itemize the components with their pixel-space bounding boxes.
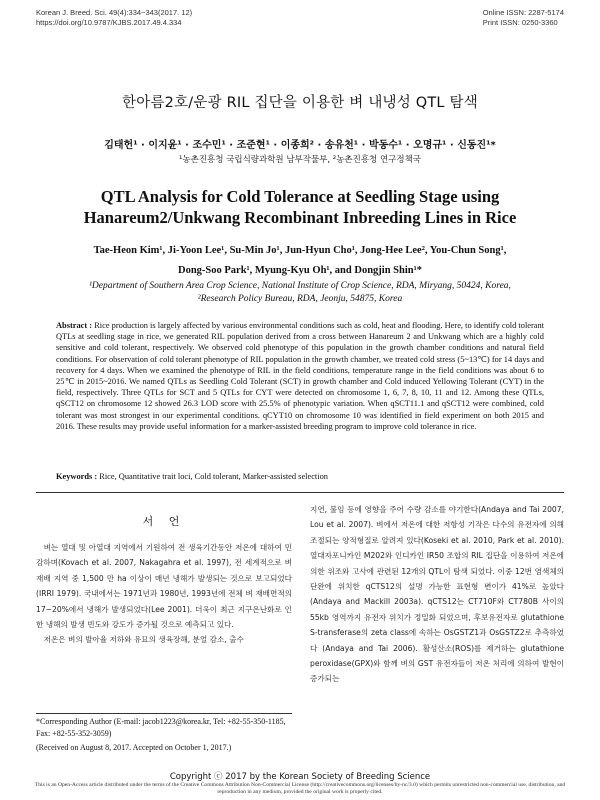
left-paragraph-2: 저온은 벼의 발아율 저하와 유묘의 생육장해, 분얼 감소, 출수: [43, 635, 244, 645]
journal-citation: Korean J. Breed. Sci. 49(4):334~343(2017. 12): [36, 8, 193, 17]
english-authors: [50, 241, 550, 281]
copyright-notice: Copyright ⓒ 2017 by the Korean Society of Breeding Science: [169, 772, 431, 782]
left-column: [36, 540, 292, 648]
doi-link[interactable]: https://doi.org/10.9787/KJBS.2017.49.4.334: [36, 18, 182, 27]
print-issn: Print ISSN: 0250-3360: [482, 18, 558, 27]
footnote-divider: [36, 713, 292, 714]
right-paragraph-1: 지연, 불임 등에 영향을 주어 수량 감소를 야기한다(Andaya and Tai 2007, Lou et al. 2007). 벼에서 저온에 대한 저항성 기작은 다수의 유전자에 의해 조절되는 양적형질로 알려져 있다(Koseki et al. 2010, Park et al. 2010). 열대자포니카인 M202와 인디카인 IR50 조합의 RIL 집단을 이용하여 저온에 의한 위조와 고사에 관련된 12개의 QTL이 탐색 되었다. 이중 12번 염색체의 단완에 위치한 qCTS12의 설명 가능한 표현형 변이가 41%로 높았다(Andaya and Mackill 2003a). qCTS12는 CT710F와 CT780B 사이의 55kb 영역까지 유전자 위치가 정밀화 되었으며, 후보유전자로 glutathione S-transferase의 zeta class에 속하는 OsGSTZ1과 OsGSTZ2로 추측하였다 (Andaya and Tai 2006). 활성산소(ROS)를 제거하는 glutathione peroxidase(GPX)와 함께 벼의 GST 유전자들이 저온 처리에 의하여 발현이 증가되는: [310, 505, 564, 684]
journal-header-right: [483, 8, 564, 28]
english-authors-line2: Dong-Soo Park¹, Myung-Kyu Oh¹, and Dongjin Shin¹*: [177, 265, 422, 276]
keywords-text: Rice, Quantitative trait loci, Cold tolerant, Marker-assisted selection: [99, 472, 328, 481]
abstract-text: Rice production is largely affected by various environmental conditions such as cold, heat and flooding. Here, to identify cold tolerant QTLs at seedling stage in rice, we generated RIL population derived from a cross between Hanareum 2 and Unkwang which are a highly cold sensitive and cold tolerant, respectively. We observed cold phenotype of this population in the growth chamber conditions and natural field conditions. For observation of cold tolerant phenotype of RIL population in the growth chamber, we treated cold stress (5~13℃) for 14 days and recovery for 4 days. When we examined the phenotype of RIL in the field conditions, temperature range in the field conditions was about 6 to 25℃ in 2015~2016. We named QTLs as Seedling Cold Tolerant (SCT) in growth chamber and Cold induced Yellowing Tolerant (CYT) in the field, respectively. Three QTLs for SCT and 5 QTLs for CYT were detected on chromosome 1, 6, 7, 8, 10, 11 and 12. Among these QTLs, qSCT12 on chromosome 12 showed 26.3 LOD score with 25.5% of phenotypic variation. When qSCT11.1 and qSCT12 were combined, cold tolerant was most strongest in our experimental conditions. qCYT10 on chromosome 10 was identified in field experiment on both 2015 and 2016. These results may provide useful information for a marker-assisted breeding program to improve cold tolerance in rice.: [56, 321, 545, 431]
english-title-line1: QTL Analysis for Cold Tolerance at Seedling Stage using: [100, 187, 500, 206]
korean-title: 한아름2호/운광 RIL 집단을 이용한 벼 내냉성 QTL 탐색: [122, 95, 478, 111]
left-paragraph-1: 벼는 열대 및 아열대 지역에서 기원하여 전 생육기간동안 저온에 대하여 민감하며(Kovach et al. 2007, Nakagahra et al. 1997), 전 세계적으로 벼 재배 지역 중 1,500 만 ha 이상이 매년 냉해가 발생되는 것으로 보고되었다(IRRI 1979). 국내에서는 1971년과 1980년, 1993년에 전체 벼 재배면적의 17~20%에서 냉해가 발생되었다(Lee 2001). 더욱이 최근 지구온난화로 인한 냉해의 발생 빈도와 강도가 증가될 것으로 예측되고 있다.: [36, 543, 292, 630]
korean-affiliation: ¹농촌진흥청 국립식량과학원 남부작물부, ²농촌진흥청 연구정책국: [178, 155, 422, 165]
online-issn: Online ISSN: 2287-5174: [482, 8, 564, 17]
received-date-note: (Received on August 8, 2017. Accepted on October 1, 2017.): [36, 743, 232, 752]
license-notice: This is an Open-Access article distributed under the terms of the Creative Commons Attribution Non-Commercial License (http://creativecommons.org/licenses/by-nc/3.0) which permits unrestricted non-commercial use, distribution, and reproduction in any medium, provided the original work is properly cited.: [34, 782, 566, 795]
right-column: [310, 502, 564, 687]
section-title-introduction: 서 언: [142, 515, 186, 528]
section-divider: [36, 492, 564, 493]
keywords-label: Keywords :: [56, 472, 98, 481]
english-authors-line1: Tae-Heon Kim¹, Ji-Yoon Lee¹, Su-Min Jo¹, Jun-Hyun Cho¹, Jong-Hee Lee², You-Chun Song¹,: [93, 245, 507, 256]
korean-authors: 김태헌¹ · 이지윤¹ · 조수민¹ · 조준현¹ · 이종희² · 송유천¹ · 박동수¹ · 오명규¹ · 신동진¹*: [104, 140, 496, 151]
english-affiliation-1: ¹Department of Southern Area Crop Science, National Institute of Crop Science, RDA, Miryang, 50424, Korea,: [89, 281, 511, 291]
abstract: [56, 320, 544, 432]
journal-header-left: [36, 8, 192, 28]
english-affiliation-2: ²Research Policy Bureau, RDA, Jeonju, 54875, Korea: [197, 294, 403, 304]
english-title-line2: Hanareum2/Unkwang Recombinant Inbreeding Lines in Rice: [83, 208, 517, 227]
abstract-label: Abstract :: [56, 321, 93, 330]
corresponding-author-note: *Corresponding Author (E-mail: jacob1223@korea.kr, Tel: +82-55-350-1185, Fax: +82-55-352-3059): [36, 717, 286, 738]
english-title: [0, 186, 600, 228]
english-affiliation: [40, 280, 560, 306]
keywords: [56, 472, 544, 481]
